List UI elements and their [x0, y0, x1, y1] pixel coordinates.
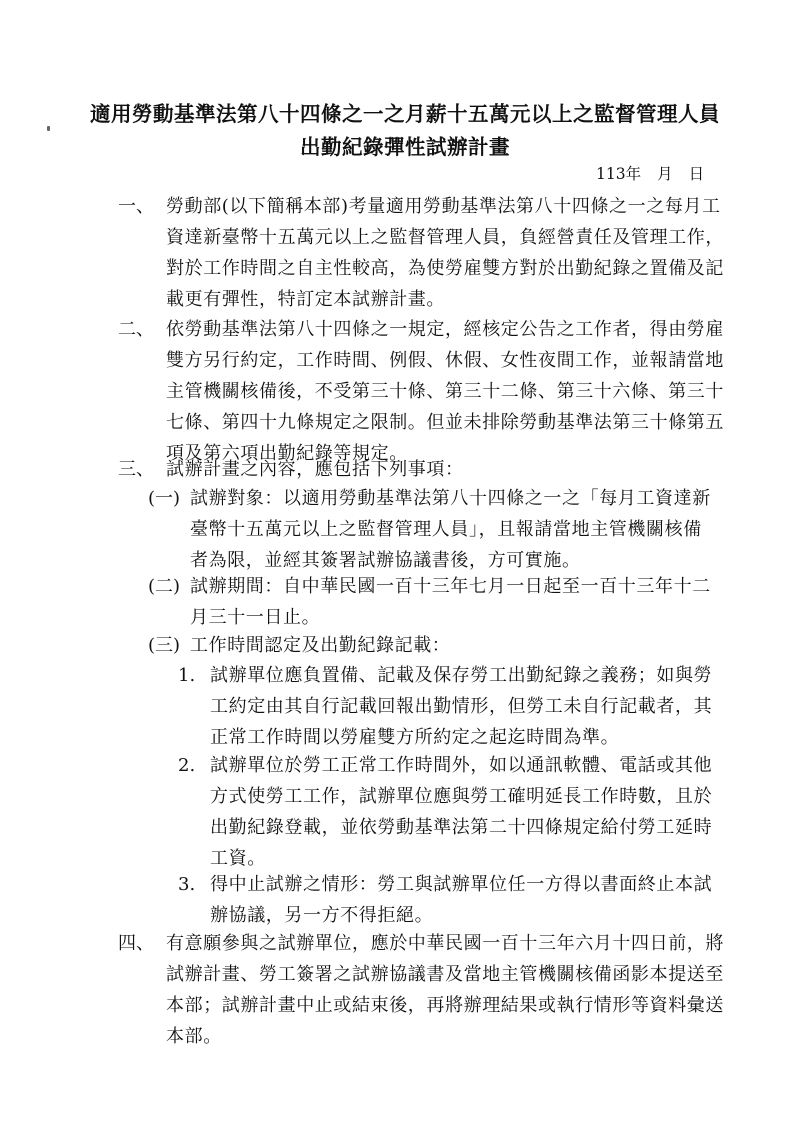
section-4-marker: 四、 [118, 933, 154, 954]
paragraph-line: 試辦單位應負置備、記載及保存勞工出勤紀錄之義務；如與勞 [210, 665, 713, 686]
date-day: 日 [688, 165, 705, 183]
paragraph-line: 試辦期間：自中華民國一百十三年七月一日起至一百十三年十二 [190, 576, 711, 597]
paragraph-line: 辦協議，另一方不得拒絕。 [210, 905, 434, 926]
section-3-body [166, 454, 718, 485]
item-3-body [210, 869, 715, 931]
paragraph-line: 依勞動基準法第八十四條之一規定，經核定公告之工作者，得由勞雇 [166, 319, 724, 340]
paragraph-line: 對於工作時間之自主性較高，為使勞雇雙方對於出勤紀錄之置備及記 [166, 258, 724, 279]
item-3-marker: 3. [178, 874, 196, 895]
paragraph-line: 試辦計畫、勞工簽署之試辦協議書及當地主管機關核備函影本提送至 [166, 964, 724, 985]
paragraph-line: 得中止試辦之情形：勞工與試辦單位任一方得以書面終止本試 [210, 874, 713, 895]
paragraph-line: 者為限，並經其簽署試辦協議書後，方可實施。 [190, 550, 581, 571]
subsection-2-body [190, 571, 718, 633]
paragraph-line: 有意願參與之試辦單位，應於中華民國一百十三年六月十四日前，將 [166, 933, 724, 954]
paragraph-line: 出勤紀錄登載，並依勞動基準法第二十四條規定給付勞工延時 [210, 817, 713, 838]
paragraph-line: 工資。 [210, 848, 266, 869]
section-1-body [166, 191, 724, 315]
item-2-marker: 2. [178, 755, 196, 776]
date-year: 113年 [596, 165, 642, 183]
item-2-body [210, 750, 715, 874]
section-2-marker: 二、 [118, 319, 154, 340]
paragraph-line: 正常工作時間以勞雇雙方所約定之起迄時間為準。 [210, 727, 620, 748]
section-3-marker: 三、 [118, 459, 154, 480]
paragraph-line: 工約定由其自行記載回報出勤情形，但勞工未自行記載者，其 [210, 696, 713, 717]
date-month: 月 [657, 165, 673, 183]
paragraph-line: 項及第六項出勤紀錄等規定。 [166, 443, 408, 464]
paragraph-line: 主管機關核備後，不受第三十條、第三十二條、第三十六條、第三十 [166, 381, 724, 402]
document-date [596, 162, 704, 184]
item-1-body [210, 660, 715, 753]
paragraph-line: 試辦單位於勞工正常工作時間外，如以通訊軟體、電話或其他 [210, 755, 713, 776]
paragraph-line: 本部。 [166, 1026, 222, 1047]
subsection-1-marker: (一) [148, 488, 181, 509]
subsection-3-body [190, 630, 718, 661]
document-title-line-1: 適用勞動基準法第八十四條之一之月薪十五萬元以上之監督管理人員 [90, 102, 720, 126]
item-1-marker: 1. [178, 665, 196, 686]
paragraph-line: 試辦計畫之內容，應包括下列事項： [166, 459, 464, 480]
paragraph-line: 資達新臺幣十五萬元以上之監督管理人員，負經營責任及管理工作， [166, 227, 724, 248]
section-1-marker: 一、 [118, 196, 154, 217]
subsection-1-body [190, 483, 718, 576]
subsection-3-marker: (三) [148, 635, 181, 656]
paragraph-line: 本部；試辦計畫中止或結束後，再將辦理結果或執行情形等資料彙送 [166, 995, 724, 1016]
paragraph-line: 臺幣十五萬元以上之監督管理人員」，且報請當地主管機關核備 [190, 519, 702, 540]
section-2-body [166, 314, 724, 469]
paragraph-line: 工作時間認定及出勤紀錄記載： [190, 635, 451, 656]
scan-speck [47, 126, 50, 131]
document-title-line-2: 出勤紀錄彈性試辦計畫 [300, 135, 510, 159]
paragraph-line: 方式使勞工工作，試辦單位應與勞工確明延長工作時數，且於 [210, 786, 713, 807]
subsection-2-marker: (二) [148, 576, 181, 597]
paragraph-line: 勞動部(以下簡稱本部)考量適用勞動基準法第八十四條之一之每月工 [166, 196, 721, 217]
paragraph-line: 載更有彈性，特訂定本試辦計畫。 [166, 289, 445, 310]
paragraph-line: 七條、第四十九條規定之限制。但並未排除勞動基準法第三十條第五 [166, 412, 724, 433]
paragraph-line: 月三十一日止。 [190, 607, 321, 628]
paragraph-line: 試辦對象：以適用勞動基準法第八十四條之一之「每月工資達新 [190, 488, 711, 509]
section-4-body [166, 928, 724, 1052]
paragraph-line: 雙方另行約定，工作時間、例假、休假、女性夜間工作，並報請當地 [166, 350, 724, 371]
